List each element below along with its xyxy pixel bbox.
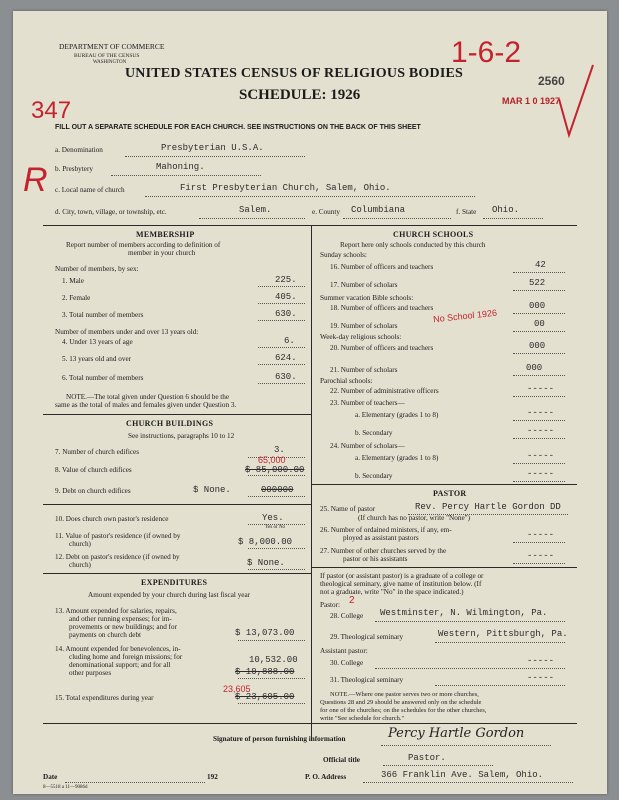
q23a-label: a. Elementary (grades 1 to 8)	[355, 411, 439, 419]
q14-label-1: 14. Amount expended for benevolences, in-	[55, 645, 181, 653]
date-received-stamp: MAR 1 0 1927	[502, 96, 561, 106]
address-label: P. O. Address	[305, 773, 347, 781]
signature-value: Percy Hartle Gordon	[388, 726, 525, 741]
q11-label-2: church)	[69, 540, 91, 548]
q1-label: 1. Male	[62, 277, 84, 285]
q26-label-1: 26. Number of ordained ministers, if any, em-	[320, 526, 452, 534]
presbytery-label: b. Presbytery	[55, 165, 93, 173]
summer-label: Summer vacation Bible schools:	[320, 294, 414, 302]
q16-label: 16. Number of officers and teachers	[330, 263, 434, 271]
q27-value: -----	[527, 551, 555, 561]
q2-value: 405.	[275, 292, 297, 302]
church-schools-heading: CHURCH SCHOOLS	[393, 230, 474, 239]
q3-label: 3. Total number of members	[62, 311, 144, 319]
date-label: Date	[43, 773, 58, 781]
parochial-label: Parochial schools:	[320, 377, 373, 385]
q18-label: 18. Number of officers and teachers	[330, 304, 434, 312]
q20-value: 000	[529, 341, 546, 351]
official-title-value: Pastor.	[408, 753, 446, 763]
q1-value: 225.	[275, 275, 297, 285]
q12-label-1: 12. Debt on pastor's residence (if owned by	[55, 553, 180, 561]
q8-correction: 65,000	[258, 455, 286, 465]
q27-label-1: 27. Number of other churches served by the	[320, 547, 447, 555]
q24b-label: b. Secondary	[355, 472, 393, 480]
grad-note-2: theological seminary, give name of institution below. (If	[320, 580, 482, 588]
q6-label: 6. Total number of members	[62, 374, 144, 382]
pastor-sub-label: Pastor:	[320, 601, 340, 609]
q14-label-4: other purposes	[69, 669, 112, 677]
q4-value: 6.	[284, 336, 295, 346]
pastor-note-2: Questions 28 and 29 should be answered only on the schedule	[320, 699, 482, 706]
q7-value: 3.	[274, 445, 285, 455]
local-name-value: First Presbyterian Church, Salem, Ohio.	[180, 183, 391, 193]
bureau-label: BUREAU OF THE CENSUS	[74, 53, 140, 59]
q26-value: -----	[527, 530, 555, 540]
q14-label-2: cluding home and foreign missions; for	[69, 653, 183, 661]
form-code: 8—5518 a 11—9086d	[43, 785, 88, 790]
q16-value: 42	[535, 260, 546, 270]
city-value: Salem.	[239, 205, 272, 215]
date-year: 192	[207, 773, 218, 781]
q24b-value: -----	[527, 469, 555, 479]
q23-label: 23. Number of teachers—	[330, 399, 405, 407]
q2-label: 2. Female	[62, 294, 91, 302]
address-value: 366 Franklin Ave. Salem, Ohio.	[381, 770, 544, 780]
q28-label: 28. College	[330, 612, 364, 620]
q13-value: $ 13,073.00	[235, 628, 295, 638]
grad-note-1: If pastor (or assistant pastor) is a graduate of a college or	[320, 572, 484, 580]
q14-struck-value: $ 10,888.00	[235, 667, 295, 677]
q10-hint: Yes or No	[265, 525, 286, 530]
q19-label: 19. Number of scholars	[330, 322, 398, 330]
q13-label-4: payments on church debt	[69, 631, 142, 639]
q30-label: 30. College	[330, 659, 364, 667]
q23a-value: -----	[527, 408, 555, 418]
q24a-value: -----	[527, 451, 555, 461]
q11-label-1: 11. Value of pastor's residence (if owned by	[55, 532, 181, 540]
q15-correction: 23,605	[223, 684, 251, 694]
q12-label-2: church)	[69, 561, 91, 569]
county-value: Columbiana	[351, 205, 406, 215]
q15-label: 15. Total expenditures during year	[55, 694, 154, 702]
signature-label: Signature of person furnishing information	[213, 735, 346, 743]
q23b-value: -----	[527, 426, 555, 436]
county-label: e. County	[312, 208, 340, 216]
q22-label: 22. Number of administrative officers	[330, 387, 439, 395]
q22-value: -----	[527, 384, 555, 394]
q18-handwritten-note: No School 1926	[432, 307, 498, 325]
under-over-label: Number of members under and over 13 years old:	[55, 328, 199, 336]
denomination-label: a. Denomination	[55, 146, 103, 154]
q7-label: 7. Number of church edifices	[55, 448, 140, 456]
state-label: f. State	[456, 208, 477, 216]
q9-value: $ None.	[193, 485, 231, 495]
q12-value: $ None.	[247, 558, 285, 568]
church-buildings-sub: See instructions, paragraphs 10 to 12	[128, 432, 235, 440]
membership-note-2: same as the total of males and females given under Question 3.	[55, 401, 237, 409]
q29-label: 29. Theological seminary	[330, 633, 404, 641]
pastor-note-4: write "See schedule for church."	[320, 715, 405, 722]
pastor-heading: PASTOR	[433, 489, 467, 498]
q6-value: 630.	[275, 372, 297, 382]
church-schools-intro: Report here only schools conducted by this church	[340, 241, 486, 249]
membership-intro-1: Report number of members according to definition of	[66, 241, 221, 249]
q13-label-3: provements or new buildings; and for	[69, 623, 177, 631]
q31-label: 31. Theological seminary	[330, 676, 404, 684]
membership-intro-2: member in your church	[128, 249, 196, 257]
assistant-pastor-label: Assistant pastor:	[320, 647, 368, 655]
instruction-line: FILL OUT A SEPARATE SCHEDULE FOR EACH CHURCH. SEE INSTRUCTIONS ON THE BACK OF THIS SHEET	[55, 124, 421, 131]
handwritten-code: 1-6-2	[451, 36, 522, 69]
pastor-note-1: NOTE.—Where one pastor serves two or more churches,	[330, 691, 479, 698]
schedule-title: SCHEDULE: 1926	[239, 87, 361, 103]
q25-value: Rev. Percy Hartle Gordon DD	[415, 502, 561, 512]
q3-value: 630.	[275, 309, 297, 319]
pastor-note-3: for one of the churches; on the schedules for the other churches,	[320, 707, 487, 714]
q21-label: 21. Number of scholars	[330, 366, 398, 374]
expenditures-heading: EXPENDITURES	[141, 578, 208, 587]
census-schedule-sheet: DEPARTMENT OF COMMERCE BUREAU OF THE CENSUS WASHINGTON UNITED STATES CENSUS OF RELIGIOUS BODIES SCHEDULE: 1926 FILL OUT A SEPARATE SCHEDULE FOR EACH CHURCH. SEE INSTRUCTIONS ON THE BACK OF THIS SHEET 2560 MAR 1 0 1927 1-6-2 347 R a. Denomination Presbyterian U.S.A. b. Presbytery Mahoning. c. Local name of church First Presbyterian Church, Salem, Ohio. d. City, town, village, or township, etc. Salem. e. County Columbiana f. State Ohio. MEMBERSHIP Report number of members according to definition of member in your church Number of members, by sex: 1. Male 225. 2. Female 405. 3. Total number of members 630. Number of members under and over 13 years old: 4. Under 13 years of age 6. 5. 13 years old and over 624. 6. Total number of members 630. NOTE.—The total given under Question 6 should be the same as the total of males and females given under Question 3. CHURCH BUILDINGS See instructions, paragraphs 10 to 12 7. Number of church edifices 3. 8. Value of church edifices $ 85,000.00 65,000 9. Debt on church edifices $ None. 000000 10. Does church own pastor's residence Yes. Yes or No 11. Value of pastor's residence (if owned by church) $ 8,000.00 12. Debt on pastor's residence (if owned by church) $ None. EXPENDITURES Amount expended by your church during last fiscal year 13. Amount expended for salaries, repairs, and other running expenses; for im- provements or new buildings; and for payments on church debt $ 13,073.00 14. Amount expended for benevolences, in- cluding home and foreign missions; for denominational support; and for all other purposes 10,532.00 $ 10,888.00 23,605 15. Total expenditures during year $ 23,605.00 CHURCH SCHOOLS Report here only schools conducted by this church Sunday schools: 16. Number of officers and teachers 42 17. Number of scholars 522 Summer vacation Bible schools: 18. Number of officers and teachers 000 No School 1926 19. Number of scholars 00 Week-day religious schools: 20. Number of officers and teachers 000 21. Number of scholars 000 Parochial schools: 22. Number of administrative officers ----- 23. Number of teachers— a. Elementary (grades 1 to 8) ----- b. Secondary ----- 24. Number of scholars— a. Elementary (grades 1 to 8) ----- b. Secondary ----- PASTOR 25. Name of pastor Rev. Percy Hartle Gordon DD (If church has no pastor, write "None") 26. Number of ordained ministers, if any, em- ployed as assistant pastors ----- 27. Number of other churches served by the pastor or his assistants ----- If pastor (or assistant pastor) is a graduate of a college or theological seminary, give name of institution below. (If not a graduate, write "No" in the space indicated.) Pastor: 2 28. College Westminster, N. Wilmington, Pa. 29. Theological seminary Western, Pittsburgh, Pa. Assistant pastor: 30. College ----- 31. Theological seminary ----- NOTE.—Where one pastor serves two or more churches, Questions 28 and 29 should be answered only on the schedule for one of the churches; on the schedules for the other churches, write "See schedule for church." Signature of person furnishing information Percy Hartle Gordon Official title Pastor. Date 192 P. O. Address 366 Franklin Ave. Salem, Ohio. 8—5518 a 11—9086d	[13, 11, 607, 794]
q24-label: 24. Number of scholars—	[330, 442, 405, 450]
membership-heading: MEMBERSHIP	[136, 230, 195, 239]
q17-value: 522	[529, 278, 546, 288]
city-label: WASHINGTON	[93, 60, 127, 65]
q5-value: 624.	[275, 353, 297, 363]
by-sex-label: Number of members, by sex:	[55, 265, 139, 273]
q13-label-1: 13. Amount expended for salaries, repairs,	[55, 607, 177, 615]
sunday-label: Sunday schools:	[320, 251, 367, 259]
q9-label: 9. Debt on church edifices	[55, 487, 131, 495]
q24a-label: a. Elementary (grades 1 to 8)	[355, 454, 439, 462]
weekday-label: Week-day religious schools:	[320, 333, 402, 341]
membership-note-1: NOTE.—The total given under Question 6 should be the	[66, 393, 230, 401]
q29-value: Western, Pittsburgh, Pa.	[438, 629, 568, 639]
q10-value: Yes.	[262, 513, 284, 523]
official-title-label: Official title	[323, 756, 360, 764]
q8-value: $ 85,000.00	[245, 465, 305, 475]
expenditures-sub: Amount expended by your church during last fiscal year	[88, 591, 251, 599]
q10-label: 10. Does church own pastor's residence	[55, 515, 169, 523]
q25-label: 25. Name of pastor	[320, 505, 376, 513]
q23b-label: b. Secondary	[355, 429, 393, 437]
q11-value: $ 8,000.00	[238, 537, 293, 547]
q13-label-2: and other running expenses; for im-	[69, 615, 172, 623]
margin-letter: R	[23, 161, 48, 199]
q26-label-2: ployed as assistant pastors	[343, 534, 419, 542]
local-name-label: c. Local name of church	[55, 186, 125, 194]
presbytery-value: Mahoning.	[156, 162, 205, 172]
q19-value: 00	[534, 319, 545, 329]
q30-value: -----	[527, 656, 555, 666]
red-check-mark	[553, 61, 598, 141]
q4-label: 4. Under 13 years of age	[62, 338, 133, 346]
q8-label: 8. Value of church edifices	[55, 466, 132, 474]
q5-label: 5. 13 years old and over	[62, 355, 132, 363]
q15-value: $ 23,605.00	[235, 692, 295, 702]
department-label: DEPARTMENT OF COMMERCE	[59, 42, 165, 51]
q25-hint: (If church has no pastor, write "None")	[358, 514, 470, 522]
q31-value: -----	[527, 673, 555, 683]
city-field-label: d. City, town, village, or township, etc.	[55, 208, 167, 216]
church-buildings-heading: CHURCH BUILDINGS	[126, 419, 214, 428]
grad-note-3: not a graduate, write "No" in the space indicated.)	[320, 588, 464, 596]
q14-value: 10,532.00	[249, 655, 298, 665]
handwritten-number: 347	[31, 97, 72, 124]
state-value: Ohio.	[492, 205, 520, 215]
q27-label-2: pastor or his assistants	[343, 555, 408, 563]
stamp-number: 2560	[538, 74, 565, 88]
q18-value: 000	[529, 301, 546, 311]
form-title: UNITED STATES CENSUS OF RELIGIOUS BODIES	[125, 66, 464, 81]
q9-struck-value: 000000	[261, 485, 294, 495]
q21-value: 000	[526, 363, 543, 373]
q20-label: 20. Number of officers and teachers	[330, 344, 434, 352]
denomination-value: Presbyterian U.S.A.	[161, 143, 264, 153]
q14-label-3: denominational support; and for all	[69, 661, 171, 669]
q28-value: Westminster, N. Wilmington, Pa.	[380, 608, 548, 618]
q17-label: 17. Number of scholars	[330, 281, 398, 289]
